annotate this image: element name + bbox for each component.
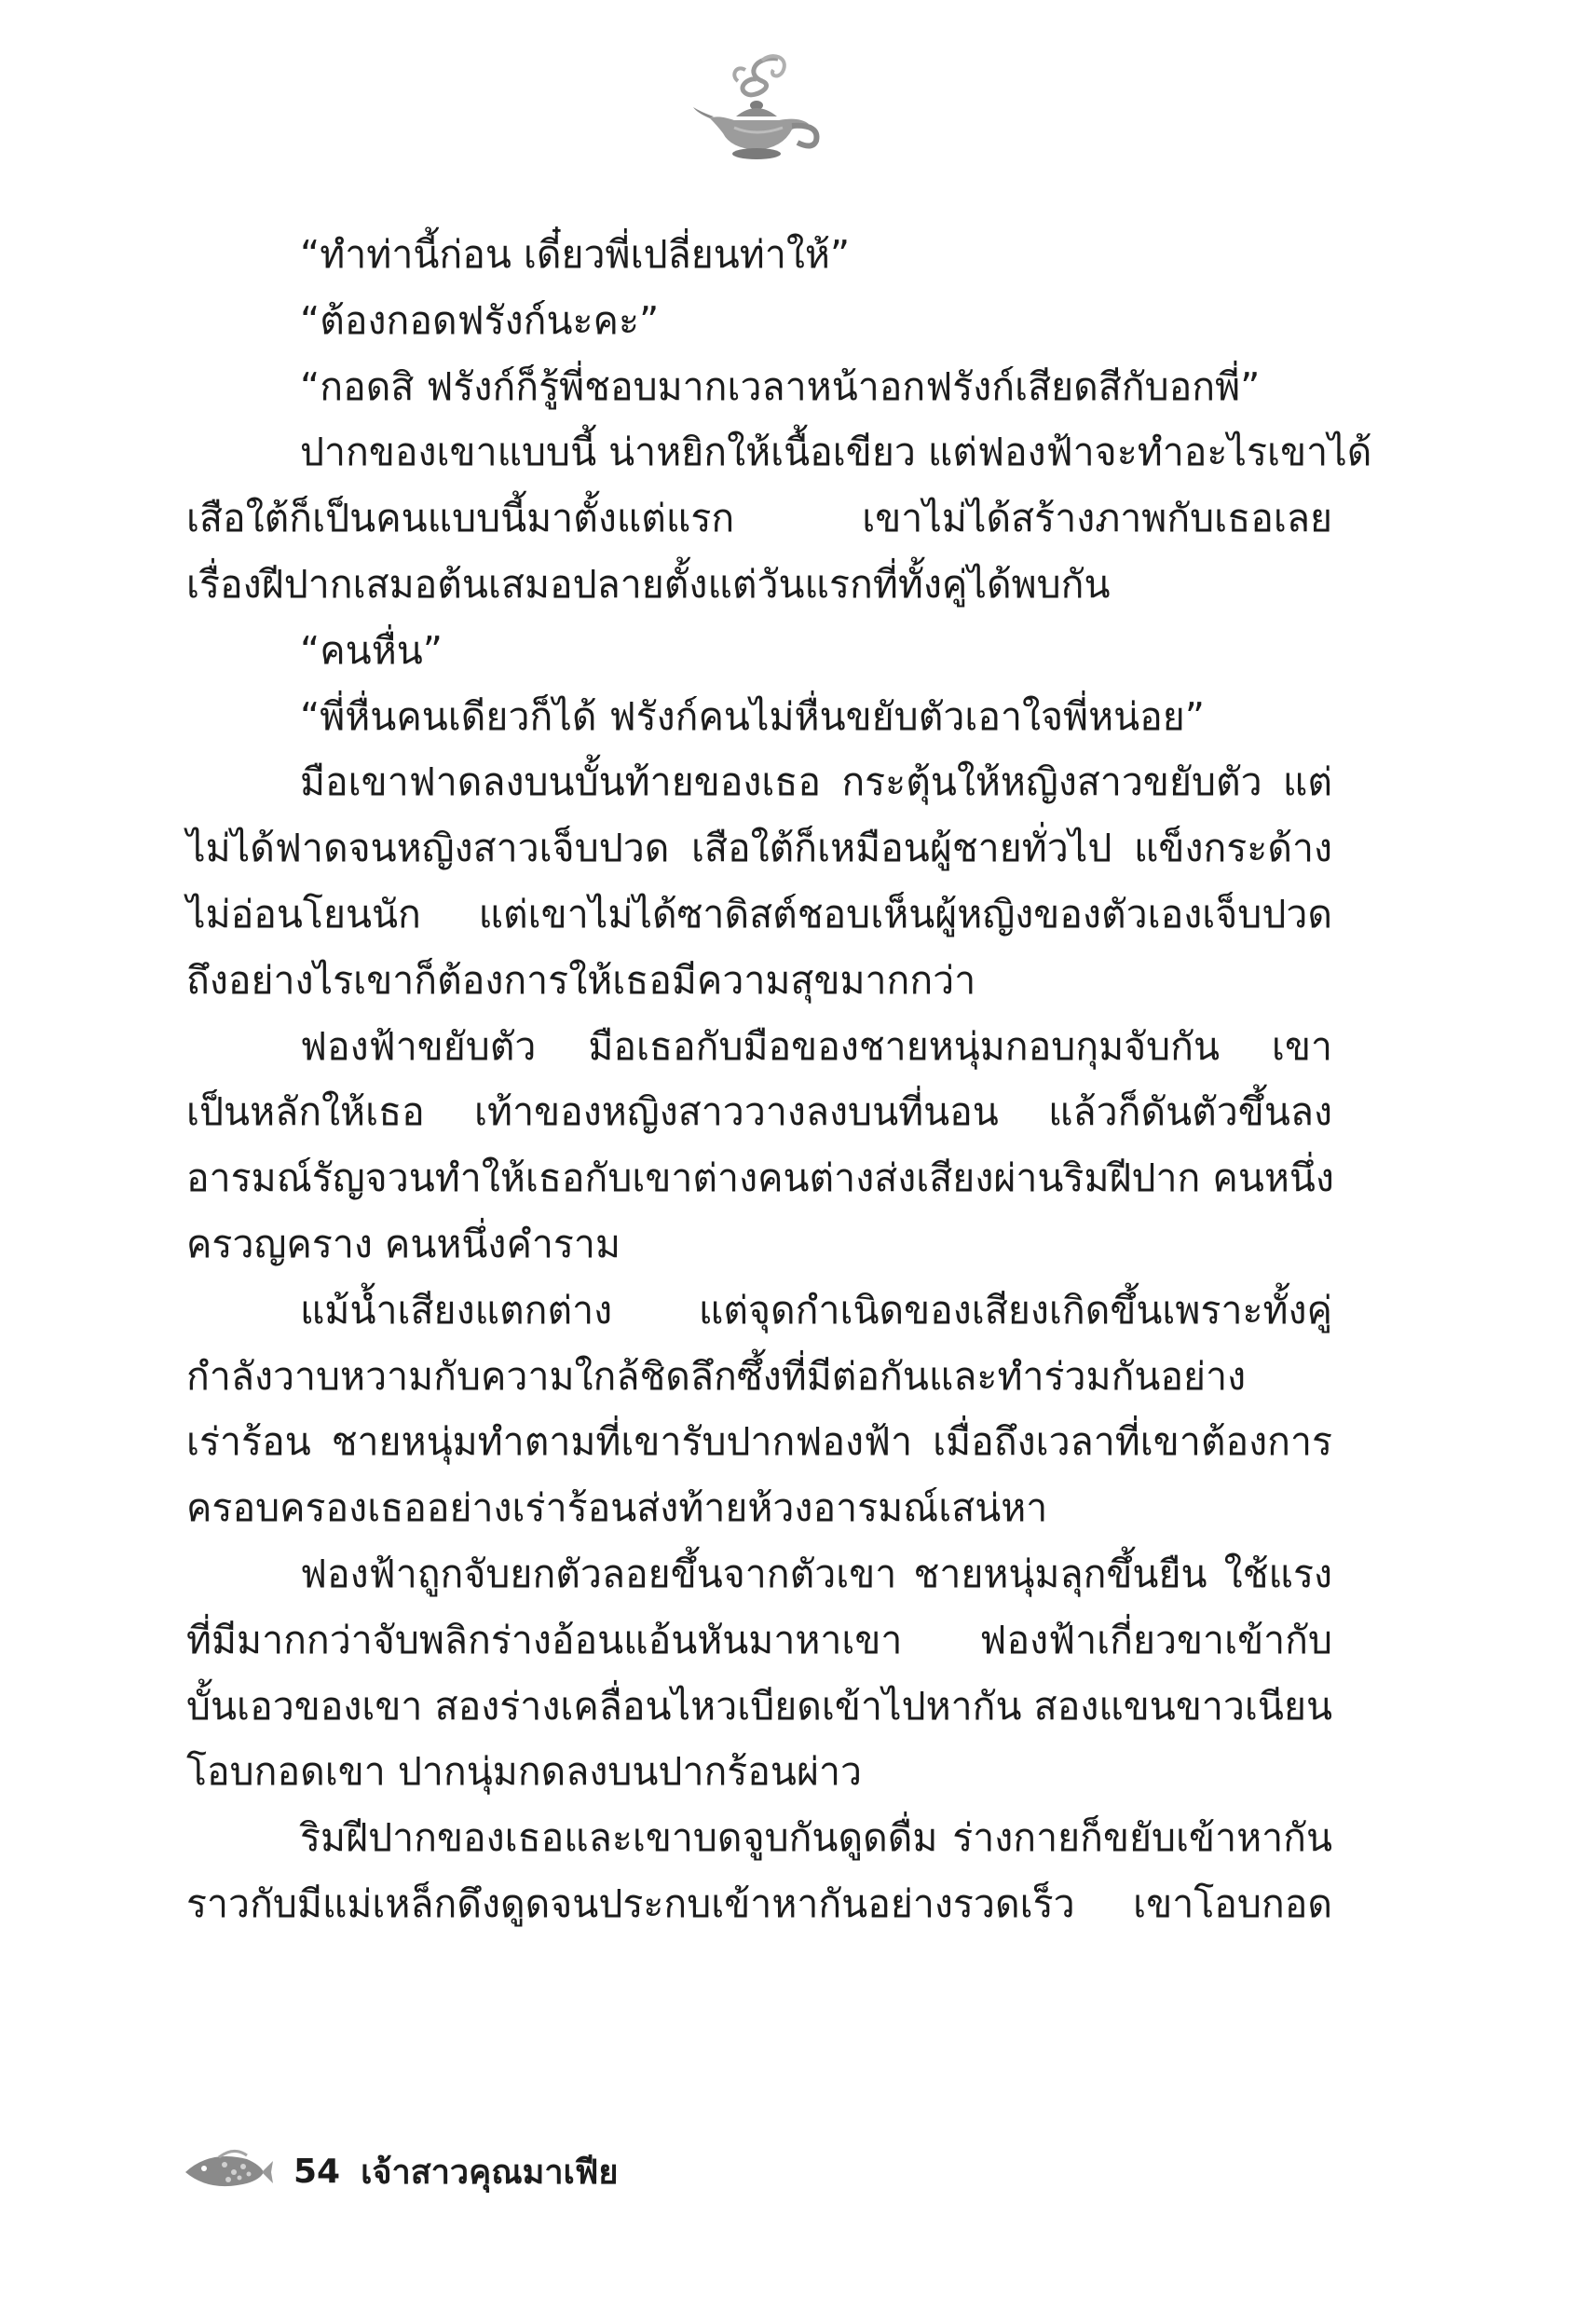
paragraph-line: มือเขาฟาดลงบนบั้นท้ายของเธอ กระตุ้นให้หญิงสาวขยับตัว แต่ xyxy=(300,759,1332,805)
chapter-body xyxy=(186,222,1372,1937)
paragraph-line: “พี่หื่นคนเดียวก็ได้ ฟรังก์คนไม่หื่นขยับตัวเอาใจพี่หน่อย” xyxy=(300,693,1206,739)
paragraph-line: บั้นเอวของเขา สองร่างเคลื่อนไหวเบียดเข้าไปหากัน สองแขนขาวเนียน xyxy=(186,1683,1332,1729)
paragraph-line: อารมณ์รัญจวนทำให้เธอกับเขาต่างคนต่างส่งเสียงผ่านริมฝีปาก คนหนึ่ง xyxy=(186,1156,1334,1201)
paragraph-line: ครวญคราง คนหนึ่งคำราม xyxy=(186,1221,621,1266)
paragraph-line: “กอดสิ ฟรังก์ก็รู้พี่ชอบมากเวลาหน้าอกฟรังก์เสียดสีกับอกพี่” xyxy=(300,363,1261,409)
page-number: 54 xyxy=(293,2152,341,2191)
paragraph-line: ถึงอย่างไรเขาก็ต้องการให้เธอมีความสุขมากกว่า xyxy=(186,957,976,1003)
paragraph-line: เร่าร้อน ชายหนุ่มทำตามที่เขารับปากฟองฟ้า เมื่อถึงเวลาที่เขาต้องการ xyxy=(186,1419,1332,1465)
book-title: เจ้าสาวคุณมาเฟีย xyxy=(361,2153,619,2192)
page-footer xyxy=(182,2143,618,2199)
paragraph-line: ฟองฟ้าถูกจับยกตัวลอยขึ้นจากตัวเขา ชายหนุ่มลุกขึ้นยืน ใช้แรง xyxy=(300,1551,1332,1596)
paragraph-line: “คนหื่น” xyxy=(300,627,443,673)
paragraph-line: เป็นหลักให้เธอ เท้าของหญิงสาววางลงบนที่นอน แล้วก็ดันตัวขึ้นลง xyxy=(186,1089,1332,1135)
paragraph-line: ราวกับมีแม่เหล็กดึงดูดจนประกบเข้าหากันอย่างรวดเร็ว เขาโอบกอด xyxy=(186,1880,1332,1926)
paragraph-line: ไม่ได้ฟาดจนหญิงสาวเจ็บปวด เสือใต้ก็เหมือนผู้ชายทั่วไป แข็งกระด้าง xyxy=(186,826,1332,871)
paragraph-line: ที่มีมากกว่าจับพลิกร่างอ้อนแอ้นหันมาหาเขา ฟองฟ้าเกี่ยวขาเข้ากับ xyxy=(186,1617,1332,1662)
fish-icon xyxy=(182,2144,275,2198)
paragraph-line: เรื่องฝีปากเสมอต้นเสมอปลายตั้งแต่วันแรกที่ทั้งคู่ได้พบกัน xyxy=(186,561,1111,607)
paragraph-line: ฟองฟ้าขยับตัว มือเธอกับมือของชายหนุ่มกอบกุมจับกัน เขา xyxy=(300,1023,1332,1069)
paragraph-line: แม้น้ำเสียงแตกต่าง แต่จุดกำเนิดของเสียงเกิดขึ้นเพราะทั้งคู่ xyxy=(300,1287,1332,1333)
paragraph-line: โอบกอดเขา ปากนุ่มกดลงบนปากร้อนผ่าว xyxy=(186,1749,863,1795)
paragraph-line: ปากของเขาแบบนี้ น่าหยิกให้เนื้อเขียว แต่ฟองฟ้าจะทำอะไรเขาได้ xyxy=(300,430,1372,475)
paragraph-line: “ทำท่านี้ก่อน เดี๋ยวพี่เปลี่ยนท่าให้” xyxy=(300,232,851,277)
paragraph-line: ริมฝีปากของเธอและเขาบดจูบกันดูดดื่ม ร่างกายก็ขยับเข้าหากัน xyxy=(300,1815,1332,1861)
paragraph-line: ไม่อ่อนโยนนัก แต่เขาไม่ได้ซาดิสต์ชอบเห็นผู้หญิงของตัวเองเจ็บปวด xyxy=(186,891,1332,937)
genie-lamp-icon xyxy=(689,51,829,163)
paragraph-line: “ต้องกอดฟรังก์นะคะ” xyxy=(300,297,660,343)
paragraph-line: กำลังวาบหวามกับความใกล้ชิดลึกซึ้งที่มีต่อกันและทำร่วมกันอย่าง xyxy=(186,1353,1247,1399)
paragraph-line: เสือใต้ก็เป็นคนแบบนี้มาตั้งแต่แรก เขาไม่ได้สร้างภาพกับเธอเลย xyxy=(186,496,1332,541)
paragraph-line: ครอบครองเธออย่างเร่าร้อนส่งท้ายห้วงอารมณ์เสน่หา xyxy=(186,1485,1048,1531)
